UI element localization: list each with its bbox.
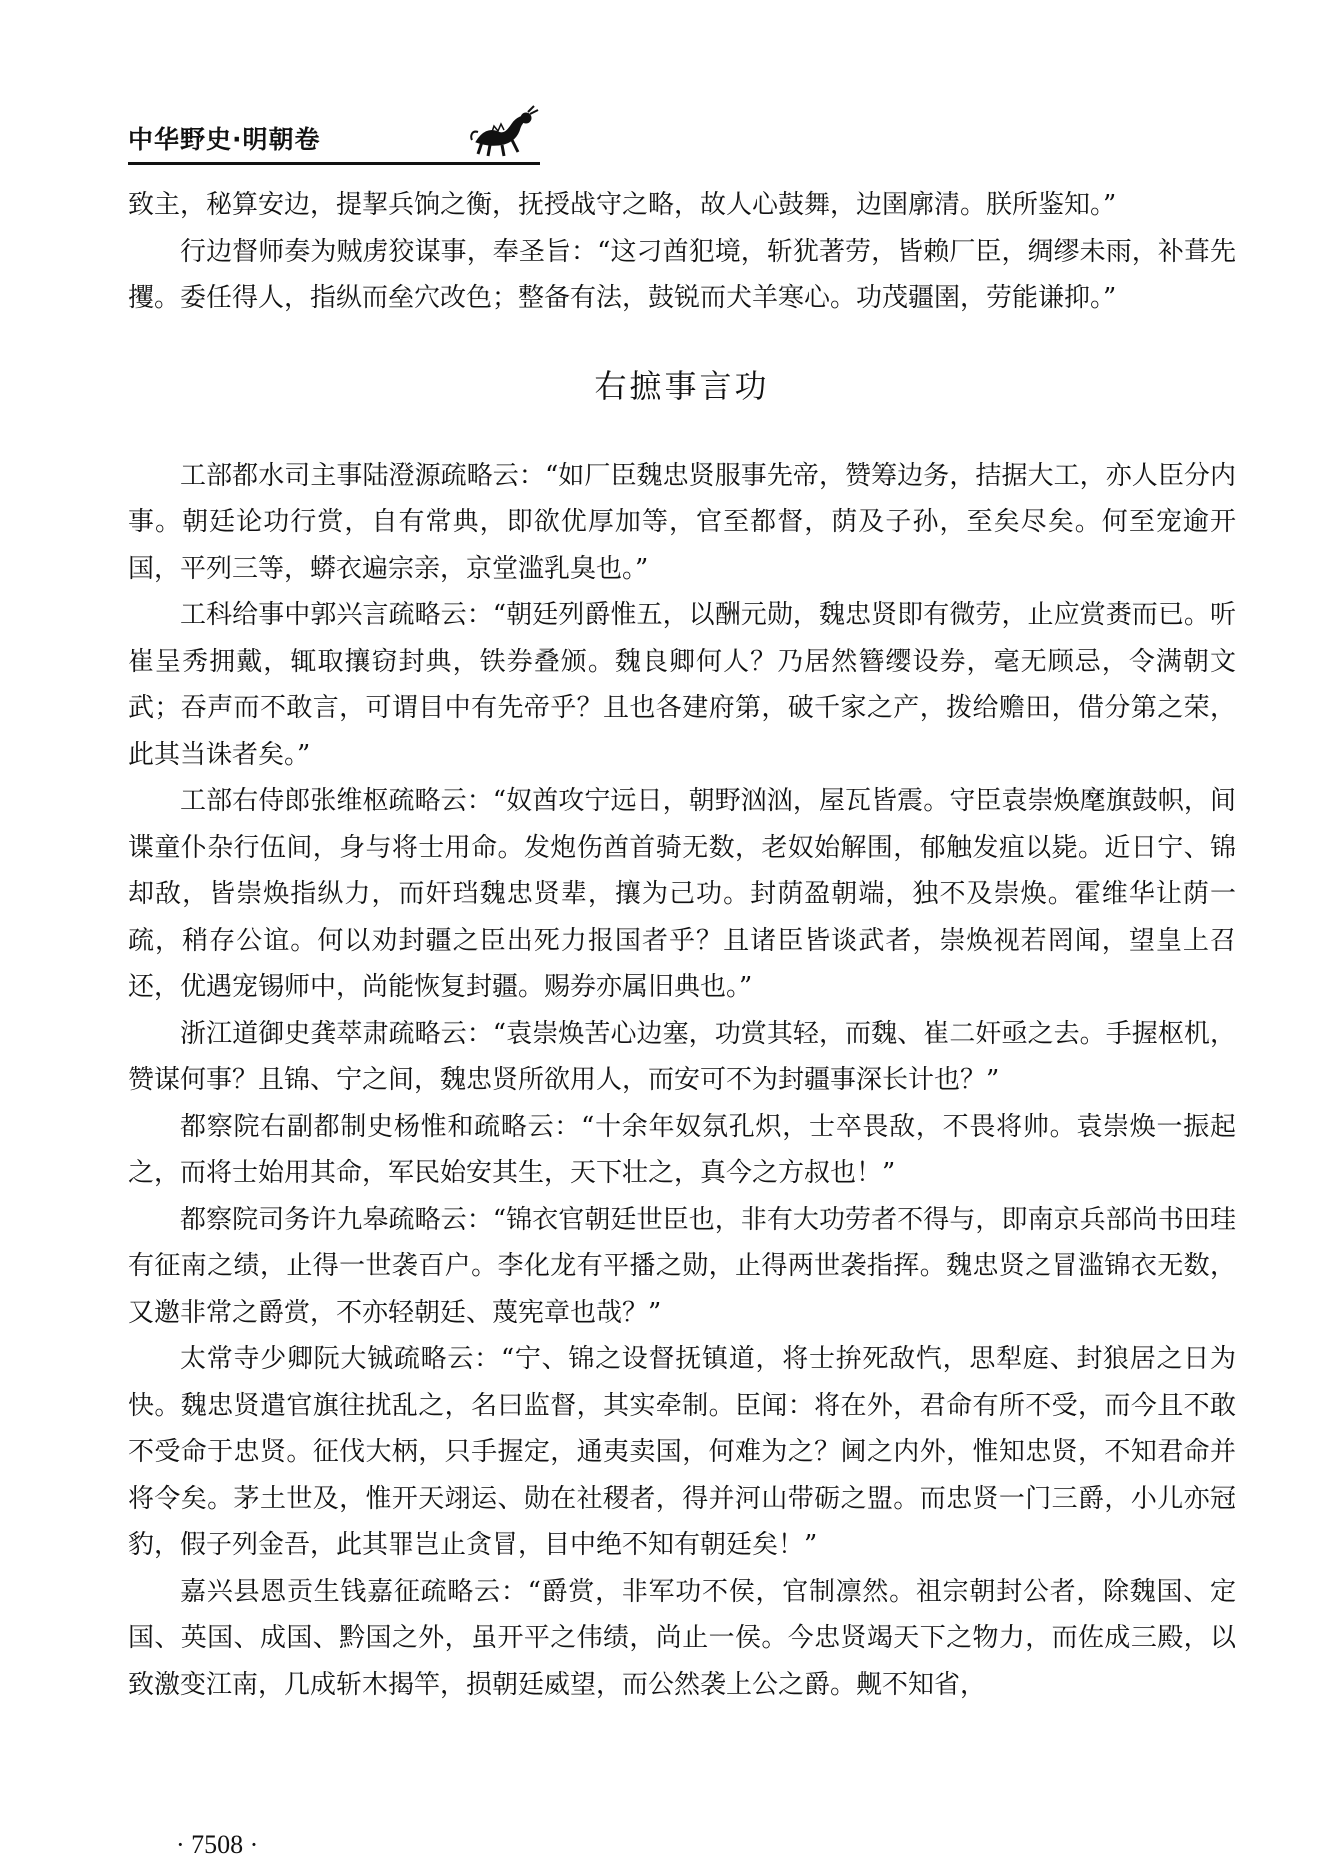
- running-header: [128, 92, 540, 167]
- paragraph: 都察院右副都制史杨惟和疏略云：“十余年奴氛孔炽，士卒畏敌，不畏将帅。袁崇焕一振起之，而将士始用其命，军民始安其生，天下壮之，真今之方叔也！”: [128, 1111, 1236, 1188]
- section-heading: 右摭事言功: [594, 366, 770, 405]
- paragraph: 都察院司务许九皋疏略云：“锦衣官朝廷世臣也，非有大功劳者不得与，即南京兵部尚书田珪有征南之绩，止得一世袭百户。李化龙有平播之勋，止得两世袭指挥。魏忠贤之冒滥锦衣无数，又邀非常之爵赏，不亦轻朝廷、蔑宪章也哉？”: [128, 1204, 1236, 1328]
- dragon-icon: [468, 102, 540, 162]
- paragraph: 工科给事中郭兴言疏略云：“朝廷列爵惟五，以酬元勋，魏忠贤即有微劳，止应赏赉而已。听崔呈秀拥戴，辄取攘窃封典，铁券叠颁。魏良卿何人？乃居然簪缨设券，毫无顾忌，令满朝文武；吞声而不敢言，可谓目中有先帝乎？且也各建府第，破千家之产，拨给赡田，借分第之荣，此其当诛者矣。”: [128, 600, 1236, 770]
- page-number: · 7508 ·: [176, 1830, 259, 1859]
- page-body: [128, 182, 1236, 1708]
- paragraph: 致主，秘算安边，提挈兵饷之衡，抚授战守之略，故人心鼓舞，边圉廓清。朕所鉴知。”: [128, 190, 1117, 220]
- book-title: 中华野史·明朝卷: [128, 125, 321, 154]
- paragraph: 工部右侍郎张维枢疏略云：“奴酋攻宁远日，朝野汹汹，屋瓦皆震。守臣袁崇焕麾旗鼓帜，间谍童仆杂行伍间，身与将士用命。发炮伤酋首骑无数，老奴始解围，郁触发疽以毙。近日宁、锦却敌，皆崇焕指纵力，而奸珰魏忠贤辈，攘为己功。封荫盈朝端，独不及崇焕。霍维华让荫一疏，稍存公谊。何以劝封疆之臣出死力报国者乎？且诸臣皆谈武者，崇焕视若罔闻，望皇上召还，优遇宠锡师中，尚能恢复封疆。赐券亦属旧典也。”: [128, 786, 1236, 1002]
- paragraph: 嘉兴县恩贡生钱嘉征疏略云：“爵赏，非军功不侯，官制凛然。祖宗朝封公者，除魏国、定国、英国、成国、黔国之外，虽开平之伟绩，尚止一侯。今忠贤竭天下之物力，而佐成三殿，以致激变江南，几成斩木揭竿，损朝廷威望，而公然袭上公之爵。觍不知省，: [128, 1576, 1236, 1700]
- paragraph: 工部都水司主事陆澄源疏略云：“如厂臣魏忠贤服事先帝，赞筹边务，拮据大工，亦人臣分内事。朝廷论功行赏，自有常典，即欲优厚加等，官至都督，荫及子孙，至矣尽矣。何至宠逾开国，平列三等，蟒衣遍宗亲，京堂滥乳臭也。”: [128, 460, 1236, 584]
- paragraph: 行边督师奏为贼虏狡谋事，奉圣旨：“这刁酋犯境，斩犹著劳，皆赖厂臣，绸缪未雨，补葺先攫。委任得人，指纵而垒穴改色；整备有法，鼓锐而犬羊寒心。功茂疆圉，劳能谦抑。”: [128, 236, 1236, 313]
- header-rule: [128, 162, 540, 165]
- paragraph: 太常寺少卿阮大铖疏略云：“宁、锦之设督抚镇道，将士拚死敌忾，思犁庭、封狼居之日为快。魏忠贤遣官旗往扰乱之，名曰监督，其实牵制。臣闻：将在外，君命有所不受，而今且不敢不受命于忠贤。征伐大柄，只手握定，通夷卖国，何难为之？阃之内外，惟知忠贤，不知君命并将令矣。茅土世及，惟开天翊运、勋在社稷者，得并河山带砺之盟。而忠贤一门三爵，小儿亦冠豹，假子列金吾，此其罪岂止贪冒，目中绝不知有朝廷矣！”: [128, 1344, 1236, 1560]
- paragraph: 浙江道御史龚萃肃疏略云：“袁崇焕苦心边塞，功赏其轻，而魏、崔二奸亟之去。手握枢机，赞谋何事？且锦、宁之间，魏忠贤所欲用人，而安可不为封疆事深长计也？”: [128, 1018, 1236, 1095]
